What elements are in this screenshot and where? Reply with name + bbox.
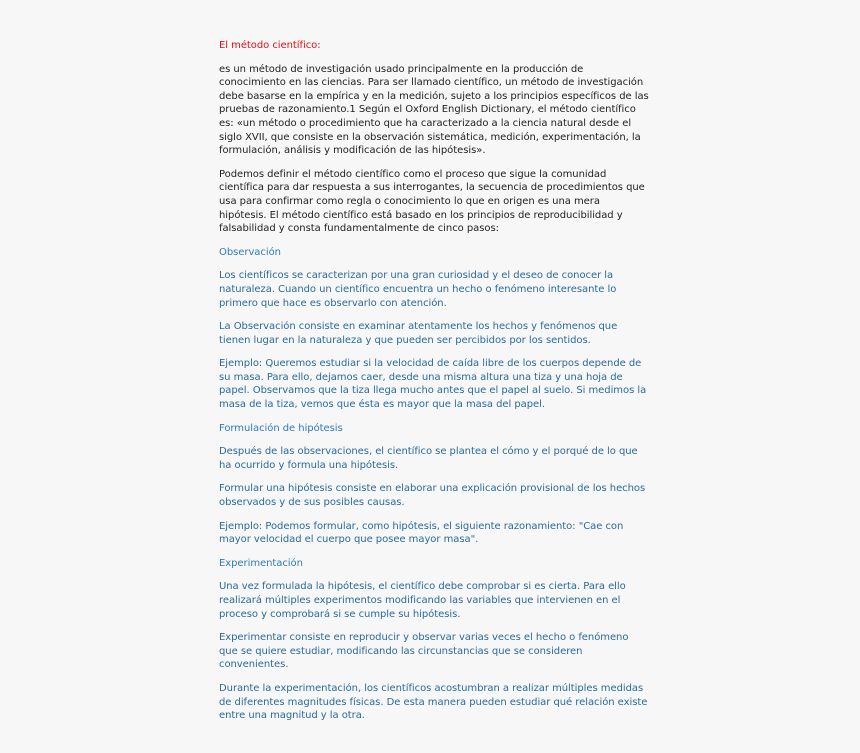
section-observacion (219, 246, 649, 412)
section-formulacion-hipotesis (219, 422, 649, 547)
section-heading: Formulación de hipótesis (219, 422, 343, 434)
section-paragraph: Experimentar consiste en reproducir y observar varias veces el hecho o fenómeno que se quiere estudiar, modificando las circunstancias que se consideren convenientes. (219, 632, 629, 671)
section-paragraph: Una vez formulada la hipótesis, el científico debe comprobar si es cierta. Para ello realizará múltiples experimentos modificando las variables que intervienen en el proceso y comprobará si se cumple su hipótesis. (219, 581, 626, 620)
section-experimentacion (219, 557, 649, 723)
section-paragraph: Los científicos se caracterizan por una gran curiosidad y el deseo de conocer la naturaleza. Cuando un científico encuentra un hecho o fenómeno interesante lo primero que hace es observarlo con atención. (219, 270, 617, 309)
section-paragraph: Después de las observaciones, el científico se plantea el cómo y el porqué de lo que ha ocurrido y formula una hipótesis. (219, 446, 638, 471)
section-paragraph: Ejemplo: Podemos formular, como hipótesis, el siguiente razonamiento: "Cae con mayor velocidad el cuerpo que posee mayor masa". (219, 520, 624, 546)
intro-paragraph: es un método de investigación usado principalmente en la producción de conocimiento en las ciencias. Para ser llamado científico, un método de investigación debe basarse en la empírica y en la medición, sujeto a los principios específicos de las pruebas de razonamiento.1 Según el Oxford English Dictionary, el método científico es: «un método o procedimiento que ha caracterizado a la ciencia natural desde el siglo XVII, que consiste en la observación sistemática, medición, experimentación, la formulación, análisis y modificación de las hipótesis». (219, 63, 649, 157)
document (219, 39, 649, 733)
intro-paragraph: Podemos definir el método científico como el proceso que sigue la comunidad científica para dar respuesta a sus interrogantes, la secuencia de procedimientos que usa para confirmar como regla o conocimiento lo que en origen es una mera hipótesis. El método científico está basado en los principios de reproducibilidad y falsabilidad y consta fundamentalmente de cinco pasos: (219, 168, 645, 235)
section-paragraph: Ejemplo: Queremos estudiar si la velocidad de caída libre de los cuerpos depende de su masa. Para ello, dejamos caer, desde una misma altura una tiza y una hoja de papel. Observamos que la tiza llega mucho antes que el papel al suelo. Si medimos la masa de la tiza, vemos que ésta es mayor que la masa del papel. (219, 358, 647, 411)
section-paragraph: Durante la experimentación, los científicos acostumbran a realizar múltiples medidas de diferentes magnitudes físicas. De esta manera pueden estudiar qué relación existe entre una magnitud y la otra. (219, 682, 648, 722)
section-heading: Experimentación (219, 557, 303, 569)
document-title: El método científico: (219, 40, 321, 51)
section-paragraph: Formular una hipótesis consiste en elaborar una explicación provisional de los hechos observados y de sus posibles causas. (219, 483, 646, 509)
section-heading: Observación (219, 246, 281, 258)
section-paragraph: La Observación consiste en examinar atentamente los hechos y fenómenos que tienen lugar en la naturaleza y que pueden ser percibidos por los sentidos. (219, 321, 618, 346)
